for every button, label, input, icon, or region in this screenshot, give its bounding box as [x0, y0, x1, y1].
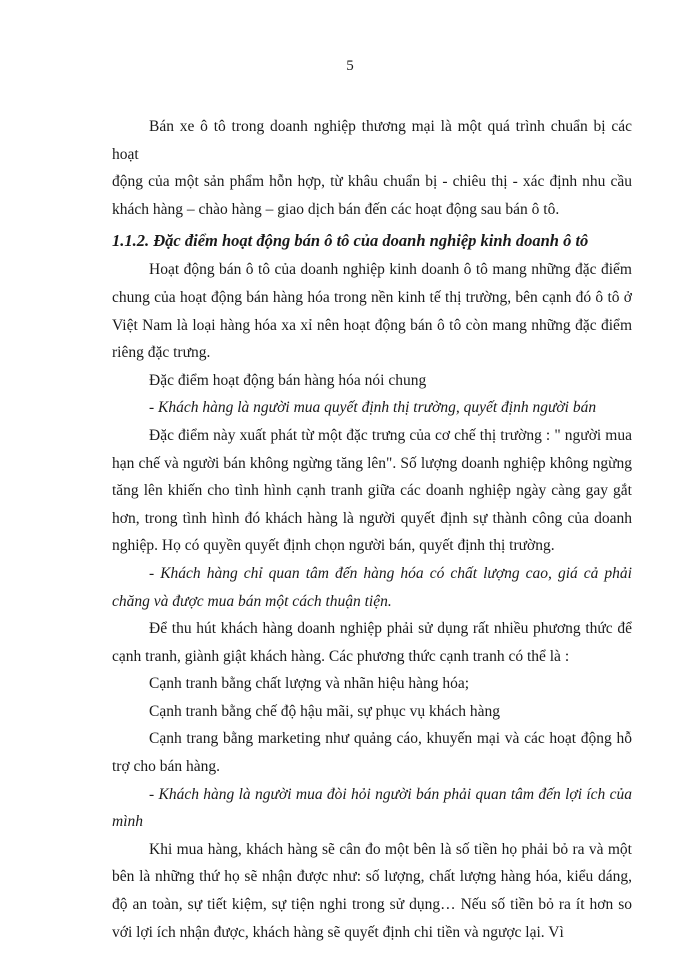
bullet-point: - Khách hàng chỉ quan tâm đến hàng hóa có chất lượng cao, giá cả phải chăng và được mua bán một cách thuận tiện. [112, 564, 632, 610]
bullet-point: - Khách hàng là người mua đòi hỏi người bán phải quan tâm đến lợi ích của mình [112, 785, 632, 831]
page-number: 5 [346, 58, 354, 74]
intro-line-1: Bán xe ô tô trong doanh nghiệp thương mại là một quá trình chuẩn bị các hoạt [112, 118, 632, 163]
paragraph: Để thu hút khách hàng doanh nghiệp phải sử dụng rất nhiều phương thức để cạnh tranh, giành giật khách hàng. Các phương thức cạnh tranh có thể là : [112, 620, 632, 665]
paragraph: Đặc điểm hoạt động bán hàng hóa nói chung [149, 371, 427, 389]
paragraph: Cạnh trang bằng marketing như quảng cáo, khuyến mại và các hoạt động hỗ trợ cho bán hàng. [112, 730, 632, 776]
paragraph: Đặc điểm này xuất phát từ một đặc trưng của cơ chế thị trường : " người mua hạn chế và người bán không ngừng tăng lên". Số lượng doanh nghiệp không ngừng tăng lên khiến cho tình hình cạnh tranh giữa các doanh nghiệp ngày càng gay gắt hơn, trong tình hình đó khách hàng là người quyết định sự thành công của doanh nghiệp. Họ có quyền quyết định chọn người bán, quyết định thị trường. [112, 426, 632, 555]
page-content [112, 113, 632, 946]
intro-line-3: khách hàng – chào hàng – giao dịch bán đến các hoạt động sau bán ô tô. [112, 200, 560, 218]
section-heading: 1.1.2. Đặc điểm hoạt động bán ô tô của doanh nghiệp kinh doanh ô tô [112, 231, 589, 251]
paragraph: Hoạt động bán ô tô của doanh nghiệp kinh doanh ô tô mang những đặc điểm chung của hoạt động bán hàng hóa trong nền kinh tế thị trường, bên cạnh đó ô tô ở Việt Nam là loại hàng hóa xa xỉ nên hoạt động bán ô tô còn mang những đặc điểm riêng đặc trưng. [112, 261, 632, 362]
paragraph: Cạnh tranh bằng chất lượng và nhãn hiệu hàng hóa; [149, 675, 470, 693]
intro-line-2: động của một sản phẩm hỗn hợp, từ khâu chuẩn bị - chiêu thị - xác định nhu cầu [112, 173, 632, 191]
paragraph: Khi mua hàng, khách hàng sẽ cân đo một bên là số tiền họ phải bỏ ra và một bên là những thứ họ sẽ nhận được như: số lượng, chất lượng hàng hóa, kiểu dáng, độ an toàn, sự tiết kiệm, sự tiện nghi trong sử dụng… Nếu số tiền bỏ ra ít hơn so với lợi ích nhận được, khách hàng sẽ quyết định chi tiền và ngược lại. Vì [112, 840, 632, 941]
paragraph: Cạnh tranh bằng chế độ hậu mãi, sự phục vụ khách hàng [149, 702, 501, 720]
bullet-point: - Khách hàng là người mua quyết định thị trường, quyết định người bán [149, 399, 597, 417]
